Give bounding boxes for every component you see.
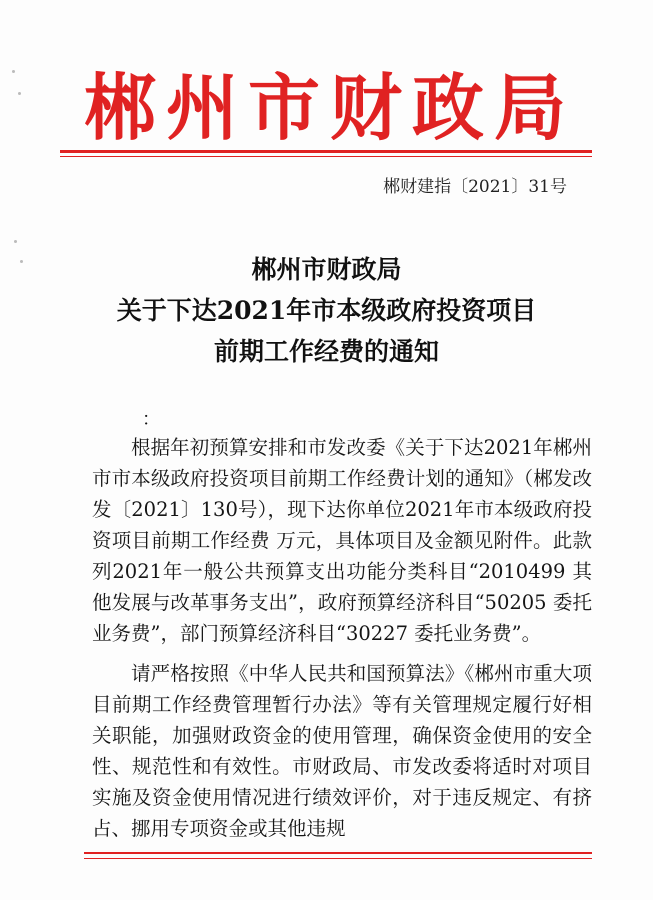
paragraph-2: 请严格按照《中华人民共和国预算法》《郴州市重大项目前期工作经费管理暂行办法》等有关管理规定履行好相关职能，加强财政资金的使用管理，确保资金使用的安全性、规范性和有效性。市财政局、市发改委将适时对项目实施及资金使用情况进行绩效评价，对于违反规定、有挤占、挪用专项资金或其他违规	[92, 662, 592, 840]
paragraph-1: 根据年初预算安排和市发改委《关于下达2021年郴州市市本级政府投资项目前期工作经费计划的通知》（郴发改发〔2021〕130号），现下达你单位2021年市本级政府投资项目前期工作经费 万元，具体项目及金额见附件。此款列2021年一般公共预算支出功能分类科目“2010499 其他发展与改革事务支出”，政府预算经济科目“50205 委托业务费”，部门预算经济科目“30227 委托业务费”。	[92, 436, 592, 645]
masthead-title: 郴州市财政局	[83, 65, 576, 150]
title-line-2: 关于下达2021年市本级政府投资项目	[116, 296, 537, 325]
scan-speck	[14, 240, 17, 243]
masthead-rule-thick	[60, 150, 592, 153]
scan-speck	[12, 70, 15, 73]
scan-speck	[18, 92, 21, 95]
body-text	[92, 432, 592, 844]
title-line-1: 郴州市财政局	[251, 255, 402, 284]
document-number: 郴财建指〔2021〕31号	[383, 177, 567, 197]
masthead-rule-thin	[60, 156, 592, 157]
addressee: ：	[142, 409, 160, 430]
footer-rule-thin	[84, 858, 592, 859]
footer-rule-thick	[84, 852, 592, 854]
title-line-3: 前期工作经费的通知	[213, 337, 439, 366]
